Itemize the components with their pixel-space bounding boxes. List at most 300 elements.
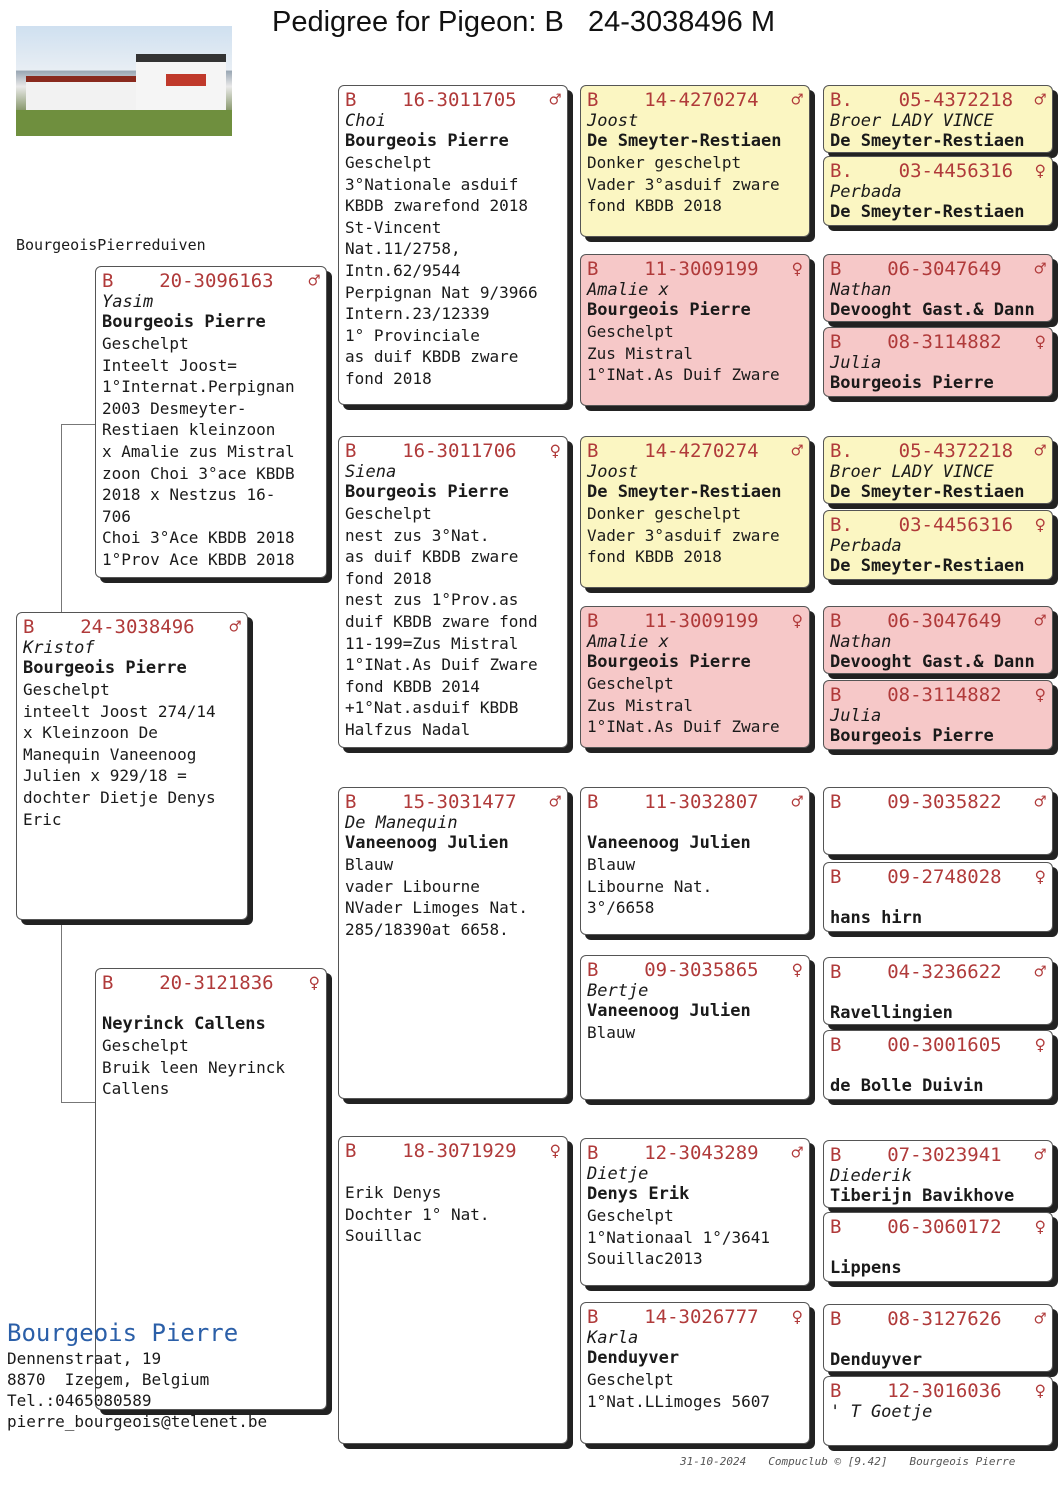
sex-icon: ♀ [791,1306,803,1328]
pigeon-note: as duif KBDB zware [345,547,519,567]
pigeon-card [823,1030,1053,1100]
sex-icon: ♂ [791,791,803,813]
ring-header [587,258,803,280]
footer [680,1455,1015,1468]
pigeon-note: Souillac2013 [587,1249,703,1269]
pigeon-card [823,1140,1053,1208]
ring-header [830,160,1046,182]
pigeon-name: Nathan [830,632,892,652]
ring-header [830,791,1046,813]
pigeon-name: Siena [345,462,397,482]
page-title: Pedigree for Pigeon: B 24-3038496 M [272,6,775,38]
pigeon-card [823,156,1053,226]
pigeon-name: Amalie x [587,632,669,652]
owner-name: hans hirn [830,908,923,928]
ring-header [830,1380,1046,1402]
pigeon-note: Intern.23/12339 [345,304,490,324]
ring-number [587,791,759,813]
ring-number [830,610,1002,632]
sex-icon: ♂ [549,89,561,111]
pigeon-note: nest zus 1°Prov.as [345,590,519,610]
pigeon-card [338,787,568,1099]
connector-line [61,1102,97,1103]
ring-header [102,972,320,994]
ring-header [830,514,1046,536]
ring-id: 03-4456316 [898,514,1014,536]
pigeon-note: as duif KBDB zware [345,347,519,367]
breeder-phone: Tel.:0465080589 [7,1391,152,1410]
pigeon-note: Geschelpt [587,674,674,693]
owner-name: Bourgeois Pierre [345,482,509,502]
pigeon-note: fond KBDB 2018 [587,547,722,567]
pigeon-note: Callens [102,1079,170,1099]
ring-number [102,270,274,292]
pigeon-note: 1°Internat.Perpignan [102,377,295,397]
sex-icon: ♂ [1034,1144,1046,1166]
ring-id: 07-3023941 [887,1144,1002,1166]
ring-header [830,1216,1046,1238]
country-code: B [23,616,35,638]
pigeon-name: Yasim [102,292,154,312]
ring-number [345,89,517,111]
pigeon-name: Broer LADY VINCE [830,462,994,482]
pigeon-name [830,1238,1046,1258]
sex-icon: ♀ [308,972,320,994]
owner-name: Bourgeois Pierre [102,312,266,332]
ring-number [830,1308,1002,1330]
pigeon-name: ' T Goetje [830,1402,933,1422]
pigeon-card [823,1376,1053,1446]
sex-icon: ♀ [1034,866,1046,888]
ring-number [587,1306,759,1328]
pigeon-card [580,606,810,748]
sex-icon: ♀ [1034,331,1046,353]
owner-name: Bourgeois Pierre [587,300,751,320]
pigeon-name: Julia [830,353,882,373]
pigeon-note: 1°INat.As Duif Zware [587,717,780,737]
ring-id: 24-3038496 [80,616,195,638]
pigeon-name: Broer LADY VINCE [830,111,994,131]
country-code: B [587,258,599,280]
pigeon-name [102,994,320,1014]
ring-id: 15-3031477 [402,791,517,813]
pigeon-name: Perbada [830,182,902,202]
footer-date: 31-10-2024 [680,1455,747,1468]
ring-number [587,440,759,462]
pigeon-note: fond 2018 [345,568,432,588]
ring-id: 08-3114882 [887,684,1002,706]
breeder-email: pierre_bourgeois@telenet.be [7,1412,268,1431]
pigeon-note: Erik Denys [345,1183,442,1202]
ring-id: 12-3016036 [887,1380,1002,1402]
pigeon-card [338,436,568,748]
pigeon-card [823,85,1053,153]
ring-number [830,258,1002,280]
country-code: B [830,1380,842,1402]
sex-icon: ♀ [1034,1034,1046,1056]
pigeon-card [580,85,810,237]
sex-icon: ♂ [791,440,803,462]
owner-name: Neyrinck Callens [102,1014,266,1034]
ring-id: 16-3011706 [402,440,517,462]
sex-icon: ♀ [791,258,803,280]
pigeon-note: 1°INat.As Duif Zware [345,655,538,675]
owner-name: Bourgeois Pierre [23,658,187,678]
pigeon-card [823,680,1053,750]
sex-icon: ♀ [791,959,803,981]
country-code: B [587,1142,599,1164]
ring-id: 06-3047649 [887,610,1002,632]
ring-number [830,791,1002,813]
ring-id: 00-3001605 [887,1034,1002,1056]
owner-name: Bourgeois Pierre [830,373,994,393]
ring-header [345,89,561,111]
sex-icon: ♀ [1034,684,1046,706]
pigeon-card [580,787,810,935]
ring-number [830,331,1002,353]
ring-header [102,270,320,292]
ring-header [830,684,1046,706]
pigeon-note: dochter Dietje Denys [23,787,216,807]
ring-header [830,1034,1046,1056]
ring-id: 11-3009199 [644,610,759,632]
pigeon-note: Halfzus Nadal [345,719,471,739]
sex-icon: ♀ [791,610,803,632]
country-code: B [587,89,599,111]
pigeon-note: Geschelpt [102,334,189,353]
pigeon-note: 11-199=Zus Mistral [345,633,519,653]
sex-icon: ♂ [1034,258,1046,280]
breeder-address [7,1318,267,1432]
pigeon-card [823,1212,1053,1282]
loft-photo [16,26,232,136]
ring-header [830,961,1046,983]
pigeon-note: St-Vincent [345,217,442,237]
pigeon-note: Perpignan Nat 9/3966 [345,282,538,302]
pigeon-card [580,1302,810,1444]
country-code: B [345,791,357,813]
pigeon-note: 2018 x Nestzus 16- [102,485,276,505]
pigeon-note: Donker geschelpt [587,153,742,172]
ring-id: 20-3121836 [159,972,274,994]
pigeon-note: Libourne Nat. [587,876,713,896]
ring-header [345,1140,561,1162]
owner-name: Devooght Gast.& Dann [830,300,1035,320]
country-code: B [830,258,842,280]
pigeon-note: Geschelpt [587,1206,674,1225]
pigeon-note: Manequin Vaneenoog [23,744,197,764]
breeder-city: 8870 Izegem, Belgium [7,1370,210,1389]
pigeon-name: Perbada [830,536,902,556]
pigeon-name [587,813,803,833]
ring-header [587,959,803,981]
owner-name: De Smeyter-Restiaen [830,556,1025,576]
footer-software: Compuclub © [9.42] [768,1455,888,1468]
ring-header [345,440,561,462]
ring-number [830,961,1002,983]
owner-name: Denys Erik [587,1184,690,1204]
ring-number [830,1216,1002,1238]
country-code: B. [830,514,853,536]
pigeon-note: Geschelpt [102,1036,189,1055]
ring-number [23,616,195,638]
owner-name: Denduyver [830,1350,923,1370]
country-code: B [587,1306,599,1328]
sex-icon: ♂ [791,89,803,111]
pigeon-name [345,1162,561,1182]
country-code: B. [830,440,853,462]
ring-id: 20-3096163 [159,270,274,292]
pigeon-card [823,957,1053,1025]
connector-line [61,920,62,1102]
pigeon-note: Vader 3°asduif zware [587,174,780,194]
footer-owner: Bourgeois Pierre [909,1455,1016,1468]
pigeon-note: 2003 Desmeyter- [102,398,247,418]
country-code: B [345,440,357,462]
country-code: B [830,684,842,706]
sex-icon: ♀ [1034,1216,1046,1238]
pigeon-note: Donker geschelpt [587,504,742,523]
sex-icon: ♀ [1034,1380,1046,1402]
country-code: B. [830,89,853,111]
pigeon-note: NVader Limoges Nat. [345,898,529,918]
country-code: B [345,89,357,111]
pigeon-name: Joost [587,462,639,482]
sex-icon: ♂ [791,1142,803,1164]
pigeon-card [823,436,1053,504]
sex-icon: ♂ [1034,961,1046,983]
ring-number [830,514,1013,536]
pigeon-note: Geschelpt [345,153,432,172]
ring-id: 08-3114882 [887,331,1002,353]
ring-id: 06-3047649 [887,258,1002,280]
ring-header [587,1142,803,1164]
pigeon-card [580,436,810,588]
ring-number [587,258,759,280]
pigeon-note: +1°Nat.asduif KBDB [345,698,519,718]
pigeon-note: 3°/6658 [587,898,655,918]
owner-name: Denduyver [587,1348,680,1368]
ring-header [830,258,1046,280]
ring-id: 08-3127626 [887,1308,1002,1330]
pigeon-card [580,254,810,406]
owner-name: De Smeyter-Restiaen [830,482,1025,502]
country-code: B [830,610,842,632]
pigeon-note: fond 2018 [345,368,432,388]
pigeon-name: Kristof [23,638,95,658]
sex-icon: ♀ [549,440,561,462]
pigeon-note: Blauw [587,1023,636,1042]
pigeon-note: 1°Nat.LLimoges 5607 [587,1391,771,1411]
pigeon-card [823,1304,1053,1372]
pigeon-note: Vader 3°asduif zware [587,525,780,545]
pigeon-note: Souillac [345,1226,423,1246]
pigeon-name: De Manequin [345,813,458,833]
pigeon-note: Blauw [587,855,636,874]
pigeon-note: 285/18390at 6658. [345,919,509,939]
ring-header [587,610,803,632]
pigeon-note: Nat.11/2758, [345,239,461,259]
owner-name: De Smeyter-Restiaen [830,202,1025,222]
breeder-street: Dennenstraat, 19 [7,1349,162,1368]
ring-id: 05-4372218 [898,89,1014,111]
owner-name: Devooght Gast.& Dann [830,652,1035,672]
ring-number [830,684,1002,706]
sex-icon: ♂ [1034,89,1046,111]
ring-header [23,616,241,638]
pigeon-note: 1°Prov Ace KBDB 2018 [102,549,295,569]
sex-icon: ♂ [549,791,561,813]
ring-number [587,959,759,981]
pigeon-name: Karla [587,1328,639,1348]
pigeon-name [830,1330,1046,1350]
pigeon-note: Blauw [345,855,394,874]
pigeon-name: Bertje [587,981,649,1001]
pigeon-note: Bruik leen Neyrinck [102,1057,286,1077]
ring-id: 14-3026777 [644,1306,759,1328]
pigeon-name: Dietje [587,1164,649,1184]
pigeon-note: Choi 3°Ace KBDB 2018 [102,528,295,548]
ring-header [587,791,803,813]
pigeon-name [830,813,1046,833]
pigeon-card [823,327,1053,397]
owner-name: Lippens [830,1258,902,1278]
pigeon-card [823,862,1053,932]
owner-name: Vaneenoog Julien [345,833,509,853]
pigeon-name: Nathan [830,280,892,300]
pigeon-name [830,983,1046,1003]
pigeon-note: Dochter 1° Nat. [345,1204,490,1224]
sex-icon: ♂ [308,270,320,292]
country-code: B [102,270,114,292]
pigeon-note: 706 [102,506,131,526]
ring-id: 03-4456316 [898,160,1014,182]
sex-icon: ♀ [549,1140,561,1162]
pigeon-card [823,254,1053,322]
ring-number [830,1144,1002,1166]
pigeon-note: Inteelt Joost= [102,355,237,375]
ring-number [830,866,1002,888]
pigeon-name: Diederik [830,1166,912,1186]
pigeon-note: nest zus 3°Nat. [345,525,490,545]
country-code: B [830,331,842,353]
country-code: B [830,1216,842,1238]
country-code: B [830,791,842,813]
pigeon-card [95,266,327,578]
pigeon-card [16,612,248,920]
ring-header [587,440,803,462]
ring-id: 16-3011705 [402,89,517,111]
pigeon-note: Geschelpt [345,504,432,523]
country-code: B [830,1308,842,1330]
country-code: B [587,791,599,813]
ring-number [830,1380,1002,1402]
ring-id: 11-3032807 [644,791,759,813]
owner-name: Vaneenoog Julien [587,1001,751,1021]
ring-id: 18-3071929 [402,1140,517,1162]
pigeon-note: x Kleinzoon De [23,723,158,743]
country-code: B [587,610,599,632]
loft-name: BourgeoisPierreduiven [16,236,206,254]
ring-header [830,440,1046,462]
ring-id: 14-4270274 [644,89,759,111]
ring-header [830,1144,1046,1166]
owner-name: Bourgeois Pierre [345,131,509,151]
sex-icon: ♂ [1034,440,1046,462]
pigeon-note: KBDB zwarefond 2018 [345,196,529,216]
pigeon-note: Geschelpt [587,322,674,341]
pigeon-note: Zus Mistral [587,343,693,363]
pigeon-note: 1° Provinciale [345,325,480,345]
pigeon-note: x Amalie zus Mistral [102,441,295,461]
ring-number [830,160,1013,182]
ring-number [587,1142,759,1164]
ring-header [830,331,1046,353]
country-code: B [830,1144,842,1166]
ring-number [102,972,274,994]
ring-number [587,610,759,632]
ring-number [830,1034,1002,1056]
pigeon-card [338,85,568,405]
ring-id: 09-3035865 [644,959,759,981]
country-code: B [830,961,842,983]
ring-header [830,610,1046,632]
sex-icon: ♂ [1034,1308,1046,1330]
pigeon-note: Geschelpt [587,1370,674,1389]
pigeon-note: Restiaen kleinzoon [102,420,276,440]
ring-header [587,89,803,111]
sex-icon: ♂ [1034,791,1046,813]
country-code: B [345,1140,357,1162]
sex-icon: ♂ [229,616,241,638]
pigeon-note: inteelt Joost 274/14 [23,701,216,721]
pigeon-name: Choi [345,111,386,131]
ring-header [830,866,1046,888]
pigeon-note: Geschelpt [23,680,110,699]
ring-header [830,89,1046,111]
owner-name: De Smeyter-Restiaen [587,131,782,151]
pigeon-name [830,1056,1046,1076]
ring-id: 12-3043289 [644,1142,759,1164]
owner-name: De Smeyter-Restiaen [587,482,782,502]
sex-icon: ♀ [1034,160,1046,182]
owner-name: Bourgeois Pierre [830,726,994,746]
pigeon-note: Zus Mistral [587,695,693,715]
owner-name: Ravellingien [830,1003,953,1023]
ring-header [345,791,561,813]
owner-name: de Bolle Duivin [830,1076,984,1096]
ring-number [830,89,1013,111]
ring-number [587,89,759,111]
country-code: B [830,866,842,888]
pigeon-note: 1°Nationaal 1°/3641 [587,1227,771,1247]
ring-id: 09-2748028 [887,866,1002,888]
connector-line [61,424,97,425]
pigeon-note: Eric [23,809,62,829]
ring-number [830,440,1013,462]
ring-id: 05-4372218 [898,440,1014,462]
ring-header [587,1306,803,1328]
owner-name: De Smeyter-Restiaen [830,131,1025,151]
country-code: B [587,440,599,462]
pigeon-card [580,1138,810,1286]
pigeon-note: zoon Choi 3°ace KBDB [102,463,295,483]
pigeon-name [830,888,1046,908]
pigeon-note: fond KBDB 2014 [345,676,480,696]
ring-number [345,1140,517,1162]
ring-number [345,440,517,462]
pigeon-name: Julia [830,706,882,726]
